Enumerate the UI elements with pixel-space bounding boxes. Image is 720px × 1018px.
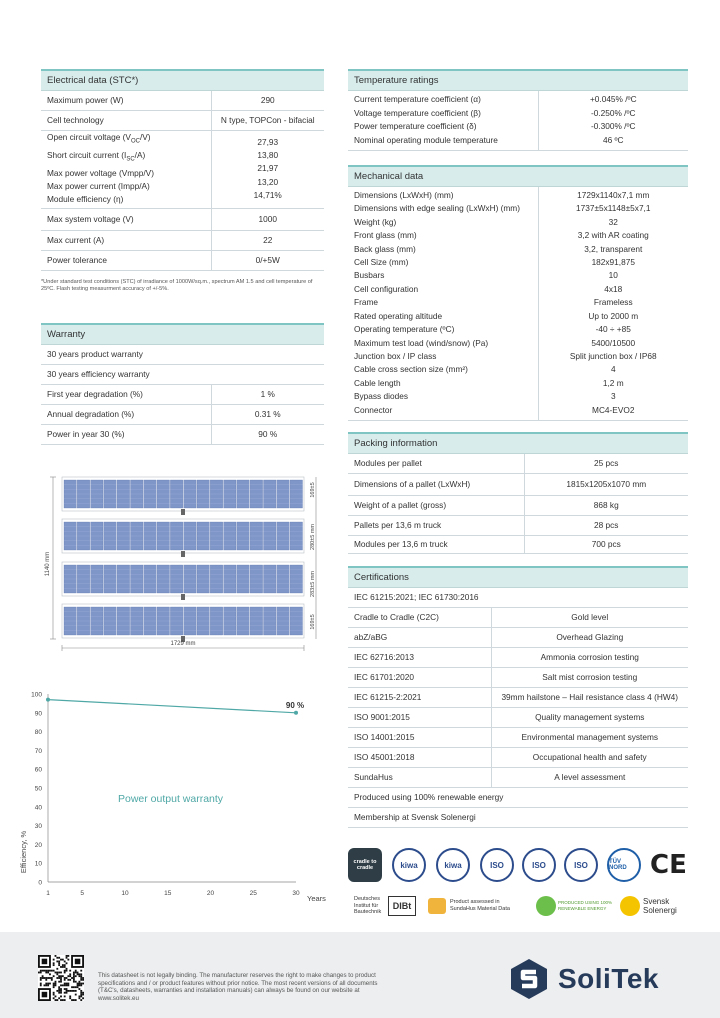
chart-y-tick-label: 20 bbox=[34, 841, 42, 849]
max-system-voltage-value: 1000 bbox=[211, 208, 324, 230]
mechanical-value: Frameless bbox=[593, 297, 633, 308]
qr-code-icon[interactable] bbox=[38, 955, 84, 1001]
certification-standard: ISO 9001:2015 bbox=[348, 707, 491, 727]
mechanical-value: 3,2, transparent bbox=[584, 243, 643, 254]
mechanical-value: 32 bbox=[608, 216, 618, 227]
mechanical-label: Cable length bbox=[354, 377, 401, 388]
gap3-label: 283±5 mm bbox=[310, 571, 316, 597]
warranty-title: Warranty bbox=[41, 324, 324, 344]
certification-row bbox=[348, 627, 688, 647]
chart-y-tick-label: 60 bbox=[34, 766, 42, 774]
certification-standard: IEC 61701:2020 bbox=[348, 667, 491, 687]
certification-standard: Cradle to Cradle (C2C) bbox=[348, 607, 491, 627]
mechanical-value: Up to 2000 m bbox=[588, 310, 639, 321]
certification-description: 39mm hailstone – Hail resistance class 4 (HW4) bbox=[491, 687, 688, 707]
gap2-label: 280±5 mm bbox=[310, 524, 316, 550]
certification-description: A level assessment bbox=[491, 767, 688, 787]
certifications-title: Certifications bbox=[348, 567, 688, 587]
electrical-params-labels: Open circuit voltage $(V_{OC}/V)$ Short circuit current $(I_{SC}/A)$ Max power voltage (Vmpp/V) Max power current (Impp/A) Module efficiency (η) bbox=[41, 130, 211, 208]
certification-description: Gold level bbox=[491, 607, 688, 627]
mechanical-value: 182x91,875 bbox=[591, 257, 635, 268]
certification-row bbox=[348, 747, 688, 767]
certification-row bbox=[348, 767, 688, 787]
packing-label: Dimensions of a pallet (LxWxH) bbox=[348, 473, 524, 495]
solitek-logo-icon bbox=[508, 958, 550, 1000]
packing-label: Weight of a pallet (gross) bbox=[348, 495, 524, 515]
certification-description: Ammonia corrosion testing bbox=[491, 647, 688, 667]
mechanical-value: 1737±5x1148±5x7,1 bbox=[576, 203, 651, 214]
mechanical-value: Split junction box / IP68 bbox=[569, 350, 657, 361]
renewable-energy-icon bbox=[536, 896, 556, 916]
chart-y-tick-label: 50 bbox=[34, 785, 42, 793]
renewable-energy-text: PRODUCED USING 100% RENEWABLE ENERGY bbox=[558, 900, 613, 911]
dibt-text: Deutsches Institut für Bautechnik bbox=[354, 896, 382, 915]
max-current-value: 22 bbox=[211, 230, 324, 250]
stc-footnote: *Under standard test conditions (STC) of irradiance of 1000W/sq.m., spectrum AM 1.5 and cell temperature of 25ºC. Flash testing measurment accuracy of +/-5%. bbox=[41, 279, 313, 292]
certification-standard: ISO 45001:2018 bbox=[348, 747, 491, 767]
tuv-logo: TÜV NORD bbox=[607, 848, 641, 882]
chart-x-tick-label: 10 bbox=[121, 890, 129, 897]
temperature-title: Temperature ratings bbox=[348, 70, 688, 90]
power-tolerance-label: Power tolerance bbox=[41, 250, 211, 270]
dibt-logo: DIBt bbox=[388, 896, 416, 916]
mechanical-label: Junction box / IP class bbox=[354, 350, 437, 361]
certification-standard: IEC 62716:2013 bbox=[348, 647, 491, 667]
cell-tech-label: Cell technology bbox=[41, 110, 211, 130]
chart-y-tick-label: 70 bbox=[34, 747, 42, 755]
mechanical-value: 3 bbox=[610, 391, 616, 402]
chart-series-line bbox=[48, 700, 296, 713]
mechanical-label: Operating temperature (ºC) bbox=[354, 324, 455, 335]
mechanical-values bbox=[538, 186, 688, 420]
max-current-label: Max current (A) bbox=[41, 230, 211, 250]
annual-degradation-label: Annual degradation (%) bbox=[41, 404, 211, 424]
certification-row bbox=[348, 727, 688, 747]
certification-row bbox=[348, 667, 688, 687]
ce-mark-icon: CE bbox=[650, 850, 687, 880]
mechanical-label: Bypass diodes bbox=[354, 391, 408, 402]
brand[interactable] bbox=[508, 958, 659, 1000]
sundahus-text: Product assessed in SundaHus Material Data bbox=[450, 899, 510, 912]
annual-degradation-value: 0.31 % bbox=[211, 404, 324, 424]
power-year30-label: Power in year 30 (%) bbox=[41, 424, 211, 444]
kiwa-logo-1: kiwa bbox=[392, 848, 426, 882]
first-year-degradation-label: First year degradation (%) bbox=[41, 384, 211, 404]
temperature-labels: Current temperature coefficient (α) Voltage temperature coefficient (β) Power temperature coefficient (δ) Nominal operating module temperature bbox=[348, 90, 538, 150]
certification-row bbox=[348, 607, 688, 627]
packing-value: 28 pcs bbox=[524, 515, 688, 535]
module-dimension-drawing bbox=[34, 472, 324, 657]
chart-x-tick-label: 25 bbox=[249, 890, 257, 897]
certification-standard: ISO 14001:2015 bbox=[348, 727, 491, 747]
svensk-solenergi-text: Svensk Solenergi bbox=[643, 897, 677, 915]
packing-value: 1815x1205x1070 mm bbox=[524, 473, 688, 495]
mechanical-label: Dimensions (LxWxH) (mm) bbox=[354, 190, 454, 201]
certification-standard: SundaHus bbox=[348, 767, 491, 787]
warranty-table bbox=[41, 323, 324, 445]
packing-table bbox=[348, 432, 688, 554]
chart-title: Power output warranty bbox=[118, 793, 224, 805]
electrical-data-table bbox=[41, 69, 324, 271]
chart-annotation: 90 % bbox=[285, 700, 305, 710]
chart-y-tick-label: 100 bbox=[31, 691, 42, 699]
mechanical-label: Connector bbox=[354, 404, 393, 415]
packing-label: Pallets per 13,6 m truck bbox=[348, 515, 524, 535]
disclaimer: This datasheet is not legally binding. The manufacturer reserves the right to make changes to product specifications and / or product features without prior notice. The most recent versions of all documents (T&C's, datasheets, warranties and installation manuals) can always be found on our website at www.solitek.eu bbox=[98, 972, 378, 1002]
mechanical-label: Back glass (mm) bbox=[354, 243, 416, 254]
power-tolerance-value: 0/+5W bbox=[211, 250, 324, 270]
mechanical-value: 4x18 bbox=[604, 283, 623, 294]
junction-box bbox=[181, 594, 185, 600]
chart-x-tick-label: 1 bbox=[46, 890, 50, 897]
packing-value: 25 pcs bbox=[524, 453, 688, 473]
mechanical-value: 1,2 m bbox=[602, 377, 624, 388]
mechanical-label: Cable cross section size (mm²) bbox=[354, 364, 468, 375]
certification-row bbox=[348, 647, 688, 667]
height-label: 1140 mm bbox=[45, 551, 51, 577]
mechanical-label: Front glass (mm) bbox=[354, 230, 417, 241]
width-label: 1729 mm bbox=[170, 641, 196, 647]
mechanical-table bbox=[348, 165, 688, 421]
certifications-table bbox=[348, 566, 688, 828]
certification-logos bbox=[346, 848, 691, 918]
temperature-table bbox=[348, 69, 688, 151]
mechanical-value: 3,2 with AR coating bbox=[577, 230, 649, 241]
gap4-label: 169±5 bbox=[310, 614, 316, 630]
mechanical-value: 4 bbox=[610, 364, 616, 375]
certification-description: Salt mist corrosion testing bbox=[491, 667, 688, 687]
max-system-voltage-label: Max system voltage (V) bbox=[41, 208, 211, 230]
certification-row bbox=[348, 687, 688, 707]
packing-row bbox=[348, 515, 688, 535]
chart-x-tick-label: 30 bbox=[292, 890, 300, 897]
mechanical-label: Frame bbox=[354, 297, 378, 308]
mechanical-value: 1729x1140x7,1 mm bbox=[577, 190, 650, 201]
mechanical-label: Weight (kg) bbox=[354, 216, 397, 227]
product-warranty: 30 years product warranty bbox=[41, 344, 324, 364]
junction-box bbox=[181, 509, 185, 515]
certification-row bbox=[348, 707, 688, 727]
mechanical-title: Mechanical data bbox=[348, 166, 688, 186]
chart-y-label: Efficiency, % bbox=[19, 830, 28, 874]
chart-x-tick-label: 5 bbox=[80, 890, 85, 897]
max-power-value: 290 bbox=[211, 90, 324, 110]
mechanical-label: Cell Size (mm) bbox=[354, 257, 409, 268]
mechanical-value: -40 ÷ +85 bbox=[595, 324, 631, 335]
certification-standard: abZ/aBG bbox=[348, 627, 491, 647]
mechanical-value: 5400/10500 bbox=[591, 337, 636, 348]
iso-logo-2: ISO bbox=[522, 848, 556, 882]
packing-title: Packing information bbox=[348, 433, 688, 453]
packing-value: 868 kg bbox=[524, 495, 688, 515]
certification-description: Occupational health and safety bbox=[491, 747, 688, 767]
chart-point bbox=[46, 698, 50, 702]
chart-y-tick-label: 40 bbox=[34, 804, 42, 812]
sundahus-icon bbox=[428, 898, 446, 914]
packing-row bbox=[348, 453, 688, 473]
packing-row bbox=[348, 535, 688, 553]
packing-value: 700 pcs bbox=[524, 535, 688, 553]
membership: Membership at Svensk Solenergi bbox=[348, 807, 688, 827]
chart-point bbox=[294, 711, 298, 715]
mechanical-label: Rated operating altitude bbox=[354, 310, 443, 321]
chart-x-tick-label: 20 bbox=[206, 890, 215, 897]
junction-box bbox=[181, 551, 185, 557]
brand-name: SoliTek bbox=[558, 963, 660, 994]
c2c-logo: cradle to cradle bbox=[348, 848, 382, 882]
mechanical-value: MC4-EVO2 bbox=[592, 404, 635, 415]
chart-x-label: Years bbox=[307, 894, 326, 903]
cell-tech-value: N type, TOPCon - bifacial bbox=[211, 110, 324, 130]
iec-main: IEC 61215:2021; IEC 61730:2016 bbox=[348, 587, 688, 607]
efficiency-warranty: 30 years efficiency warranty bbox=[41, 364, 324, 384]
mechanical-label: Busbars bbox=[354, 270, 385, 281]
chart-x-tick-label: 15 bbox=[164, 890, 172, 897]
kiwa-logo-2: kiwa bbox=[436, 848, 470, 882]
max-power-label: Maximum power (W) bbox=[41, 90, 211, 110]
temperature-values: +0.045% /ºC -0.250% /ºC -0.300% /ºC 46 ºC bbox=[538, 90, 688, 150]
first-year-degradation-value: 1 % bbox=[211, 384, 324, 404]
certification-description: Environmental management systems bbox=[491, 727, 688, 747]
packing-label: Modules per pallet bbox=[348, 453, 524, 473]
certification-description: Overhead Glazing bbox=[491, 627, 688, 647]
chart-y-tick-label: 0 bbox=[38, 879, 42, 887]
mechanical-label: Maximum test load (wind/snow) (Pa) bbox=[354, 337, 489, 348]
packing-label: Modules per 13,6 m truck bbox=[348, 535, 524, 553]
mechanical-label: Dimensions with edge sealing (LxWxH) (mm) bbox=[354, 203, 520, 214]
svensk-solenergi-icon bbox=[620, 896, 640, 916]
mechanical-label: Cell configuration bbox=[354, 283, 419, 294]
mechanical-value: 10 bbox=[608, 270, 618, 281]
electrical-params-values: 27,93 13,80 21,97 13,20 14,71% bbox=[211, 130, 324, 208]
packing-row bbox=[348, 473, 688, 495]
power-year30-value: 90 % bbox=[211, 424, 324, 444]
certification-standard: IEC 61215-2:2021 bbox=[348, 687, 491, 707]
chart-y-tick-label: 10 bbox=[34, 860, 42, 868]
iso-logo-1: ISO bbox=[480, 848, 514, 882]
renewable-energy: Produced using 100% renewable energy bbox=[348, 787, 688, 807]
chart-y-tick-label: 80 bbox=[34, 729, 42, 737]
chart-y-tick-label: 30 bbox=[34, 823, 42, 831]
chart-y-tick-label: 90 bbox=[34, 710, 42, 718]
mechanical-labels bbox=[348, 186, 538, 420]
gap1-label: 169±5 bbox=[310, 482, 316, 498]
electrical-title: Electrical data (STC*) bbox=[41, 70, 324, 90]
iso-logo-3: ISO bbox=[564, 848, 598, 882]
certification-description: Quality management systems bbox=[491, 707, 688, 727]
packing-row bbox=[348, 495, 688, 515]
